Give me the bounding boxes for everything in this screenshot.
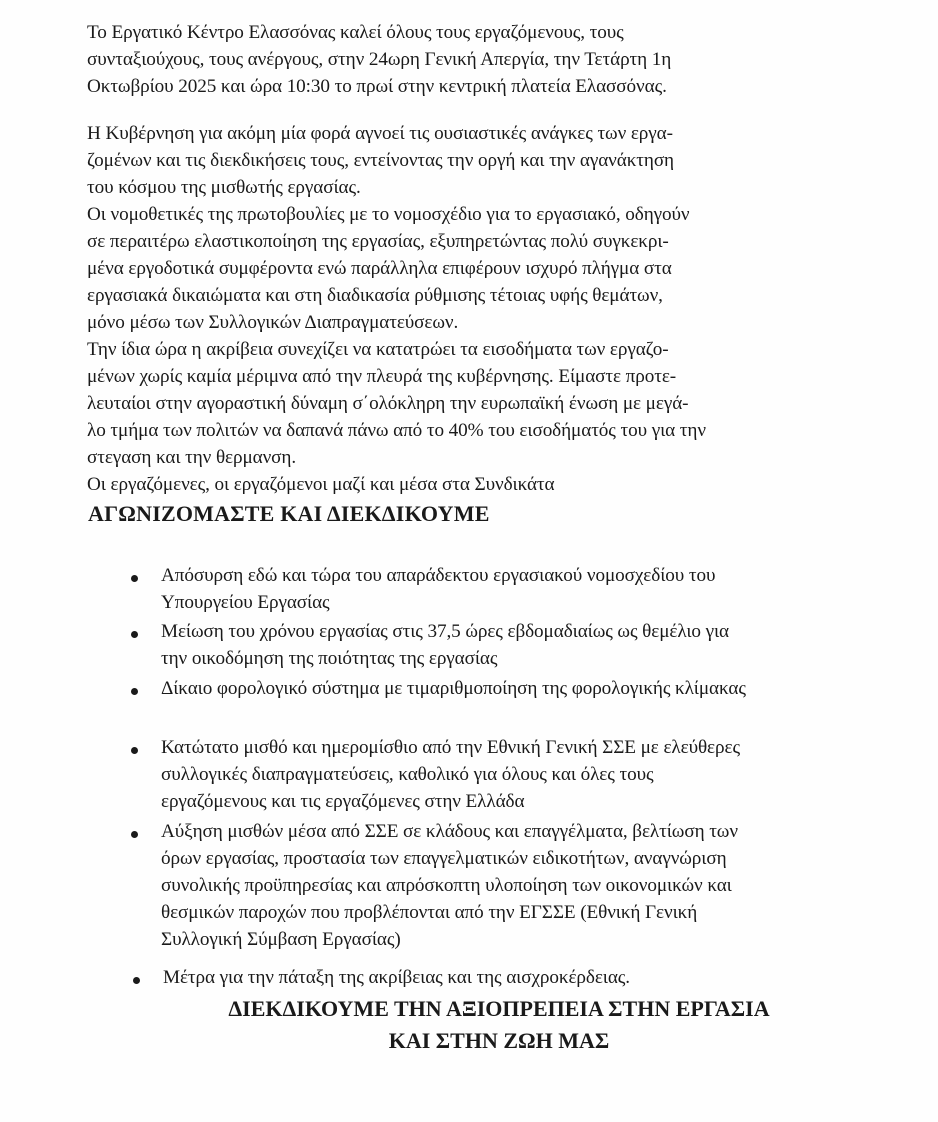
demand-line: Δίκαιο φορολογικό σύστημα με τιμαριθμοποίηση της φορολογικής κλίμακας [161, 678, 746, 699]
demand-line: εργαζόμενους και τις εργαζόμενες στην Ελλάδα [161, 791, 525, 812]
body-line-12: λο τμήμα των πολιτών να δαπανά πάνω από το 40% του εισοδήματός του για την [87, 420, 706, 441]
body-line-5: σε περαιτέρω ελαστικοποίηση της εργασίας, εξυπηρετώντας πολύ συγκεκρι- [87, 231, 669, 252]
demand-line: συλλογικές διαπραγματεύσεις, καθολικό για όλους και όλες τους [161, 764, 654, 785]
demand-line: Κατώτατο μισθό και ημερομίσθιο από την Εθνική Γενική ΣΣΕ με ελεύθερες [161, 737, 740, 758]
body-line-4: Οι νομοθετικές της πρωτοβουλίες με το νομοσχέδιο για το εργασιακό, οδηγούν [87, 204, 690, 225]
demand-line: Μέτρα για την πάταξη της ακρίβειας και της αισχροκέρδειας. [163, 967, 630, 988]
bullet-icon [133, 977, 140, 984]
body-line-8: μόνο μέσω των Συλλογικών Διαπραγματεύσεων. [87, 312, 459, 333]
intro-line-3: Οκτωβρίου 2025 και ώρα 10:30 το πρωί στην κεντρική πλατεία Ελασσόνας. [87, 76, 667, 97]
bullet-icon [131, 631, 138, 638]
body-line-11: λευταίοι στην αγοραστική δύναμη σ΄ολόκληρη την ευρωπαϊκή ένωση με μεγά- [87, 393, 689, 414]
body-line-1: Η Κυβέρνηση για ακόμη μία φορά αγνοεί τις ουσιαστικές ανάγκες των εργα- [87, 123, 673, 144]
body-line-9: Την ίδια ώρα η ακρίβεια συνεχίζει να κατατρώει τα εισοδήματα των εργαζο- [87, 339, 669, 360]
closing-slogan-line-2: ΚΑΙ ΣΤΗΝ ΖΩΗ ΜΑΣ [388, 1028, 610, 1053]
demand-line: Αύξηση μισθών μέσα από ΣΣΕ σε κλάδους και επαγγέλματα, βελτίωση των [161, 821, 738, 842]
bullet-icon [131, 831, 138, 838]
body-line-3: του κόσμου της μισθωτής εργασίας. [87, 177, 361, 198]
demand-line: θεσμικών παροχών που προβλέπονται από την ΕΓΣΣΕ (Εθνική Γενική [161, 902, 698, 923]
demand-line: Μείωση του χρόνου εργασίας στις 37,5 ώρες εβδομαδιαίως ως θεμέλιο για [161, 621, 729, 642]
demand-line: όρων εργασίας, προστασία των επαγγελματικών ειδικοτήτων, αναγνώριση [161, 848, 727, 869]
body-line-6: μένα εργοδοτικά συμφέροντα ενώ παράλληλα επιφέρουν ισχυρό πλήγμα στα [87, 258, 672, 279]
demand-line: Υπουργείου Εργασίας [161, 592, 330, 613]
intro-line-1: Το Εργατικό Κέντρο Ελασσόνας καλεί όλους τους εργαζόμενους, τους [87, 22, 624, 43]
section-heading: ΑΓΩΝΙΖΟΜΑΣΤΕ ΚΑΙ ΔΙΕΚΔΙΚΟΥΜΕ [88, 501, 490, 526]
demand-line: Συλλογική Σύμβαση Εργασίας) [161, 929, 401, 950]
bullet-icon [131, 575, 138, 582]
body-line-7: εργασιακά δικαιώματα και στη διαδικασία ρύθμισης τέτοιας υφής θεμάτων, [87, 285, 663, 306]
closing-slogan-line-1: ΔΙΕΚΔΙΚΟΥΜΕ ΤΗΝ ΑΞΙΟΠΡΕΠΕΙΑ ΣΤΗΝ ΕΡΓΑΣΙΑ [228, 996, 770, 1021]
intro-line-2: συνταξιούχους, τους ανέργους, στην 24ωρη Γενική Απεργία, την Τετάρτη 1η [87, 49, 672, 70]
bullet-icon [131, 747, 138, 754]
bullet-icon [131, 688, 138, 695]
body-line-10: μένων χωρίς καμία μέριμνα από την πλευρά της κυβέρνησης. Είμαστε προτε- [87, 366, 677, 387]
body-line-2: ζομένων και τις διεκδικήσεις τους, εντείνοντας την οργή και την αγανάκτηση [87, 150, 674, 171]
demand-line: Απόσυρση εδώ και τώρα του απαράδεκτου εργασιακού νομοσχεδίου του [161, 565, 716, 586]
body-line-14: Οι εργαζόμενες, οι εργαζόμενοι μαζί και μέσα στα Συνδικάτα [87, 474, 555, 495]
demand-line: την οικοδόμηση της ποιότητας της εργασίας [161, 648, 498, 669]
body-line-13: στεγαση και την θερμανση. [87, 447, 297, 468]
demand-line: συνολικής προϋπηρεσίας και απρόσκοπτη υλοποίηση των οικονομικών και [161, 875, 732, 896]
